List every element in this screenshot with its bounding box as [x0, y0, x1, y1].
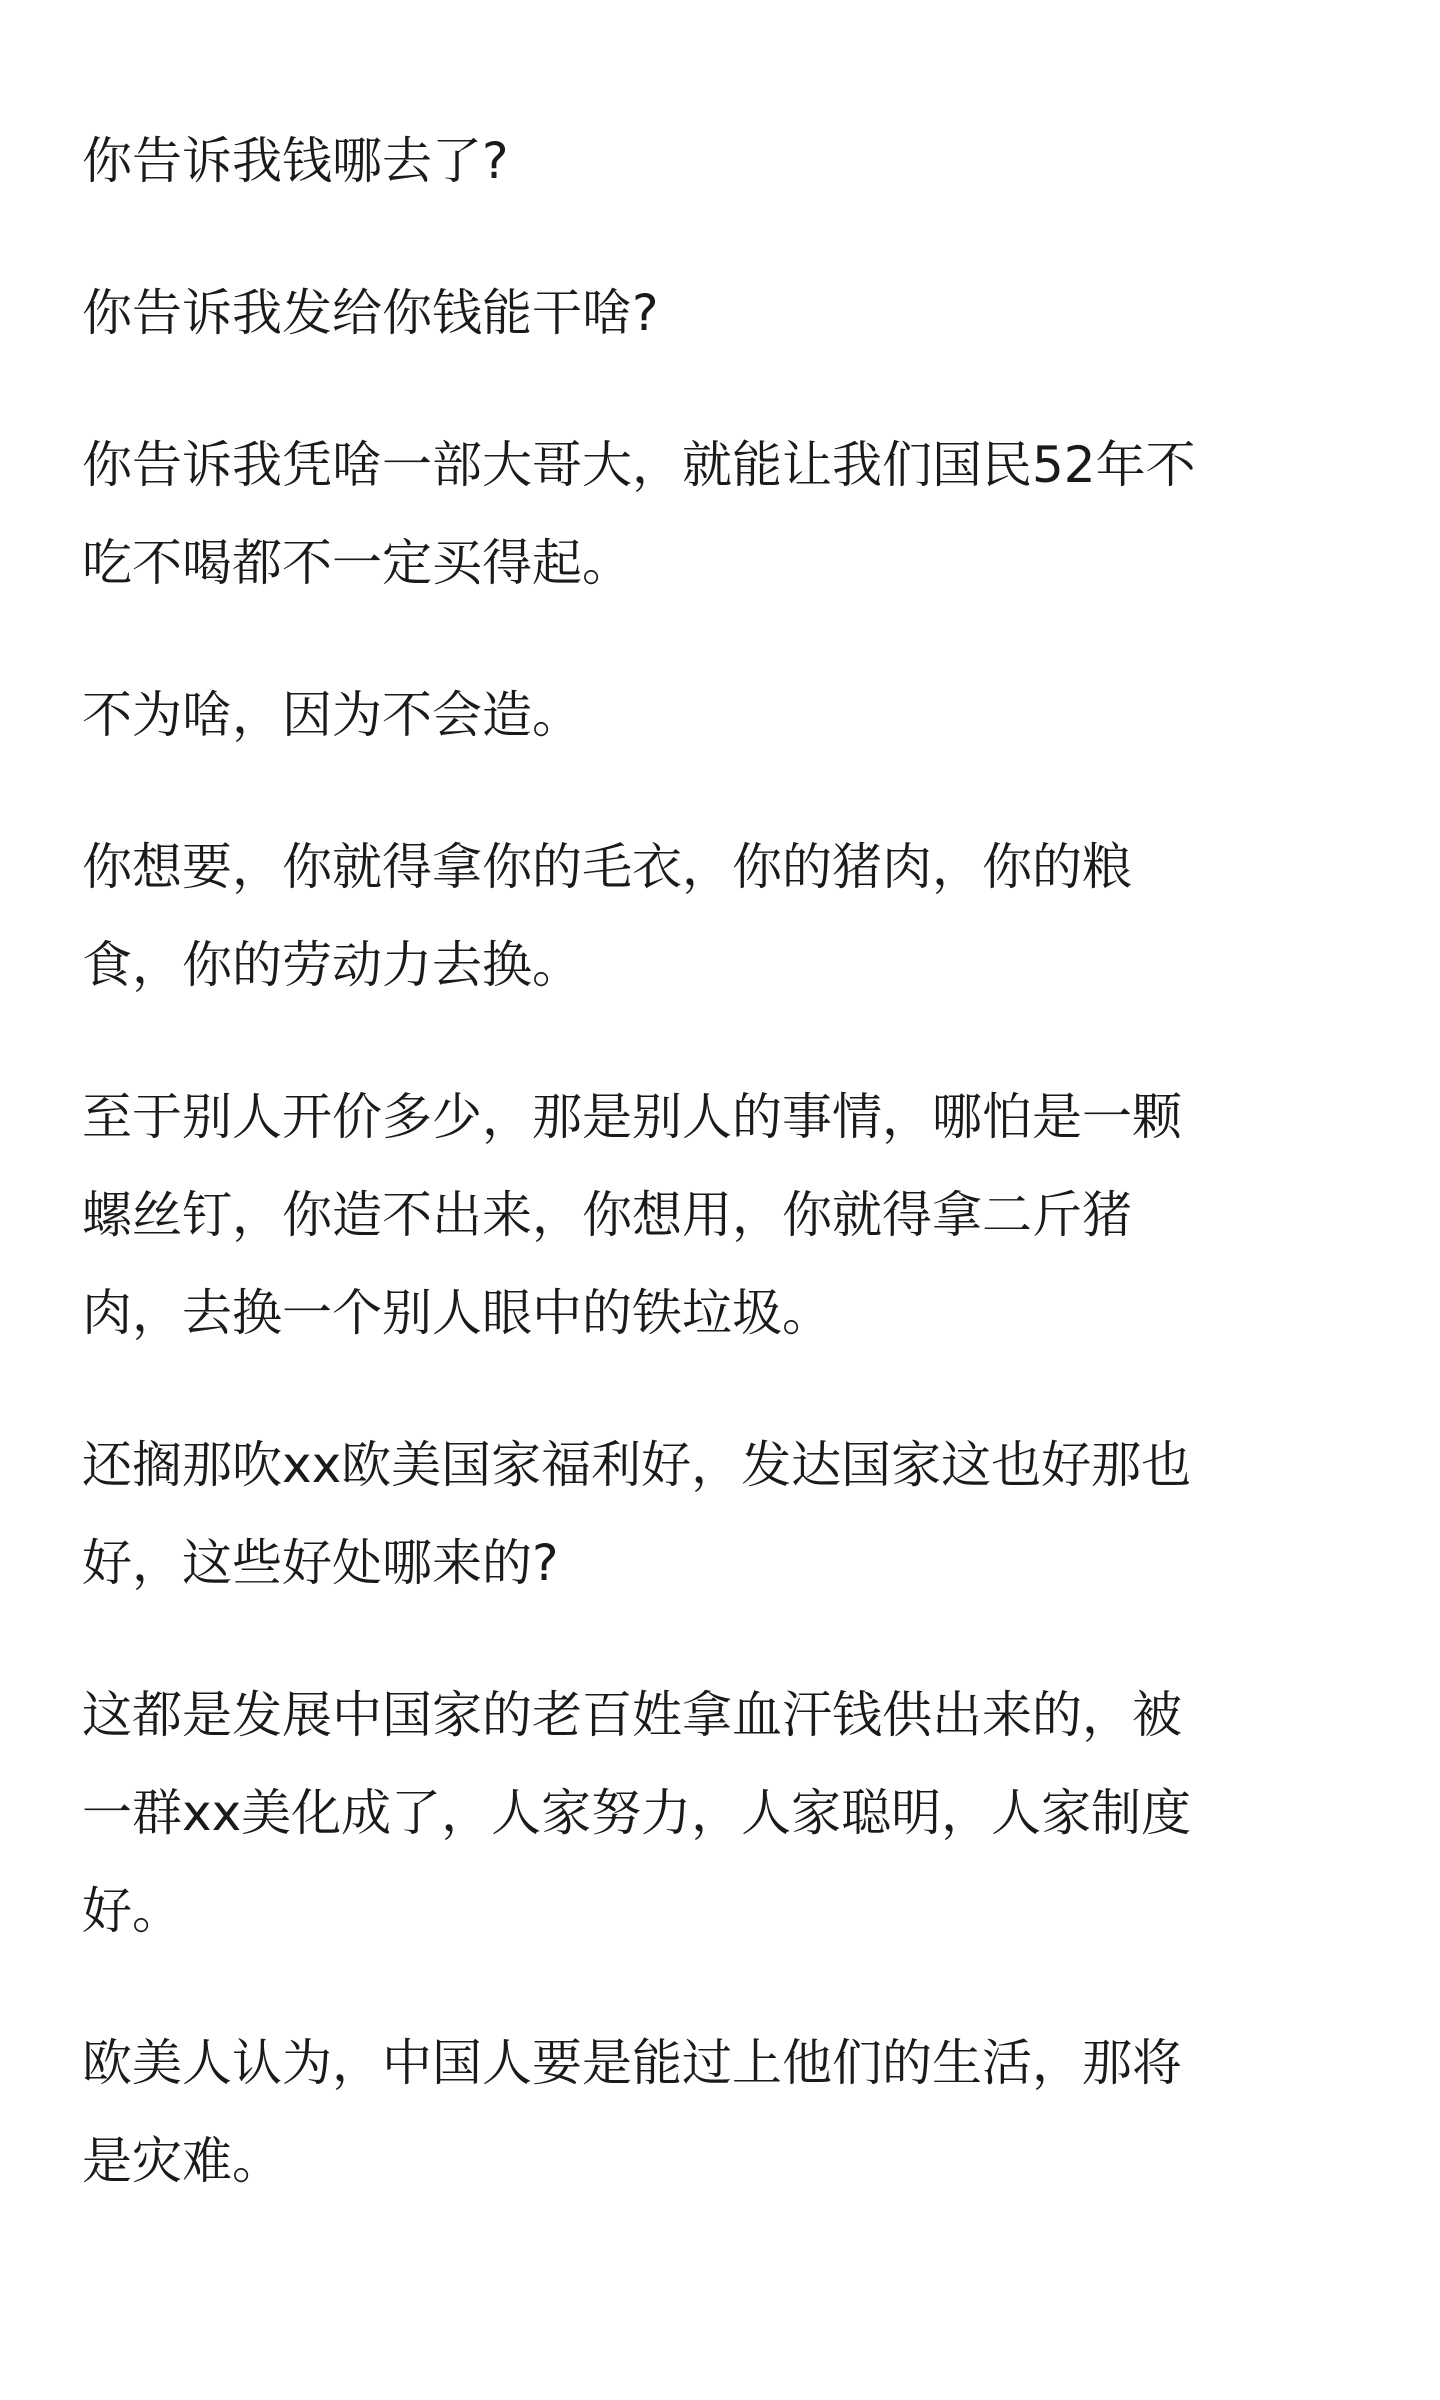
- paragraph-line: 这都是发展中国家的老百姓拿血汗钱供出来的，被: [82, 1686, 1182, 1744]
- paragraph-line: 肉，去换一个别人眼中的铁垃圾。: [82, 1284, 832, 1342]
- paragraph-line: 还搁那吹xx欧美国家福利好，发达国家这也好那也: [82, 1436, 1192, 1494]
- paragraph-6: [82, 1068, 1372, 1362]
- paragraph-line: 好，这些好处哪来的?: [82, 1534, 559, 1592]
- paragraph-line: 吃不喝都不一定买得起。: [82, 534, 632, 592]
- paragraph-line: 你告诉我凭啥一部大哥大，就能让我们国民52年不: [82, 436, 1196, 494]
- paragraph-line: 一群xx美化成了，人家努力，人家聪明，人家制度: [82, 1784, 1192, 1842]
- paragraph-line: 好。: [82, 1882, 182, 1940]
- paragraph-4: [82, 666, 1372, 764]
- paragraph-3: [82, 416, 1372, 612]
- paragraph-line: 欧美人认为，中国人要是能过上他们的生活，那将: [82, 2034, 1182, 2092]
- paragraph-line: 你告诉我发给你钱能干啥?: [82, 284, 659, 342]
- paragraph-line: 你告诉我钱哪去了?: [82, 132, 509, 190]
- paragraph-9: [82, 2014, 1372, 2210]
- paragraph-line: 食，你的劳动力去换。: [82, 936, 582, 994]
- paragraph-1: [82, 112, 1372, 210]
- article-body: [82, 112, 1372, 2264]
- paragraph-line: 是灾难。: [82, 2132, 282, 2190]
- paragraph-8: [82, 1666, 1372, 1960]
- paragraph-line: 你想要，你就得拿你的毛衣，你的猪肉，你的粮: [82, 838, 1132, 896]
- paragraph-5: [82, 818, 1372, 1014]
- paragraph-line: 不为啥，因为不会造。: [82, 686, 582, 744]
- paragraph-line: 螺丝钉，你造不出来，你想用，你就得拿二斤猪: [82, 1186, 1132, 1244]
- paragraph-2: [82, 264, 1372, 362]
- paragraph-7: [82, 1416, 1372, 1612]
- paragraph-line: 至于别人开价多少，那是别人的事情，哪怕是一颗: [82, 1088, 1182, 1146]
